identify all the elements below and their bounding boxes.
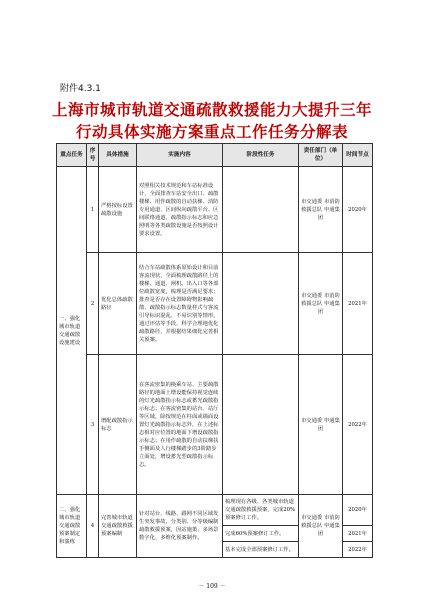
key-task-cell: 一、强化城市轨道交通疏散设施建设 [57, 167, 87, 495]
header-content: 实施内容 [137, 144, 223, 167]
header-stage: 阶段性任务 [223, 144, 299, 167]
content-cell: 结合车站疏散体系原始设计和目前客流现状，全面梳理疏散路径上的楼梯、通道、闸机、出入口等各部位疏散宽度，梳理是否满足要求；排查是否存在设置障碍物影响疏散、疏散指示标志数量样式与客流引导标识混乱、不易识别等情形，通过评估等手段，科学合理地优化疏散路径，并根据结果细化完善相关预案。 [137, 253, 223, 355]
task-breakdown-table [56, 143, 373, 558]
stage-cell [223, 253, 299, 355]
department-cell: 市交通委 市消防救援总队 申通集团 [299, 253, 343, 355]
time-cell: 2020年 [343, 167, 373, 253]
stage-cell [223, 355, 299, 495]
header-department: 责任部门（单位） [299, 144, 343, 167]
header-number: 序号 [87, 144, 99, 167]
measure-cell: 完善城市轨道交通疏散救援预案编制 [99, 495, 137, 558]
department-cell: 市交通委 市消防救援总队 申通集团 [299, 167, 343, 253]
page-number: － 109 － [198, 583, 226, 590]
row-number: 3 [87, 355, 99, 495]
row-number: 1 [87, 167, 99, 253]
time-cell: 2020年 [343, 495, 373, 526]
stage-cell: 完成60%预案修订工作。 [223, 526, 299, 542]
stage-cell: 基本完成全部预案修订工作。 [223, 542, 299, 558]
table-row [57, 253, 373, 355]
page-title-line-1: 上海市城市轨道交通疏散救援能力大提升三年 [51, 101, 372, 119]
content-cell: 针对站台、线路、路网不同区域发生突发事故，分类别、分等级编制疏散救援预案，因站施策、多场景数字化、多维化预案制作。 [137, 495, 223, 558]
header-time: 时间节点 [343, 144, 373, 167]
measure-cell: 严格按标设置疏散设施 [99, 167, 137, 253]
time-cell: 2022年 [343, 355, 373, 495]
header-key-task: 重点任务 [57, 144, 87, 167]
header-measure: 具体措施 [99, 144, 137, 167]
time-cell: 2022年 [343, 542, 373, 558]
row-number: 2 [87, 253, 99, 355]
content-cell: 在客流密集的换乘车站、主要疏散路径的地面上增设能保持视觉连续的灯光疏散指示标志或蓄光疏散指示标志；在客流密集的站台、站厅等区域，除按规范在柱面或墙面设置灯光疏散指示标志外，在上述标志相对应位置的地面下增设疏散指示标志；在用作疏散的自动扶梯扶手侧面及人行楼梯踏步的3阶踏步立面处，增设蓄光型疏散指示标志。 [137, 355, 223, 495]
key-task-cell: 二、强化城市轨道交通疏散预案制定和演练 [57, 495, 87, 558]
attachment-label: 附件4.3.1 [60, 84, 101, 94]
measure-cell: 优化总体疏散路径 [99, 253, 137, 355]
measure-cell: 增配疏散指示标志 [99, 355, 137, 495]
table-row [57, 355, 373, 495]
time-cell: 2021年 [343, 253, 373, 355]
stage-cell: 梳理现有各级、各类城市轨道交通疏散救援预案，完成20%预案修订工作。 [223, 495, 299, 526]
stage-cell [223, 167, 299, 253]
department-cell: 市交通委 市消防救援总队 申通集团 [299, 495, 343, 558]
table-header-row [57, 144, 373, 167]
row-number: 4 [87, 495, 99, 558]
time-cell: 2021年 [343, 526, 373, 542]
content-cell: 对照相关技术规范和车站标准设计，全面排查车站安全出口、疏散楼梯、用作疏散的自动扶梯、消防专用通道、区间纵向疏散平台、区间联络通道、疏散指示标志和应急照明等各类疏散设施是否按照设计要求设置。 [137, 167, 223, 253]
page-title-line-2: 行动具体实施方案重点工作任务分解表 [75, 123, 348, 141]
table-row [57, 167, 373, 253]
department-cell: 市交通委 申通集团 [299, 355, 343, 495]
table-row [57, 495, 373, 526]
